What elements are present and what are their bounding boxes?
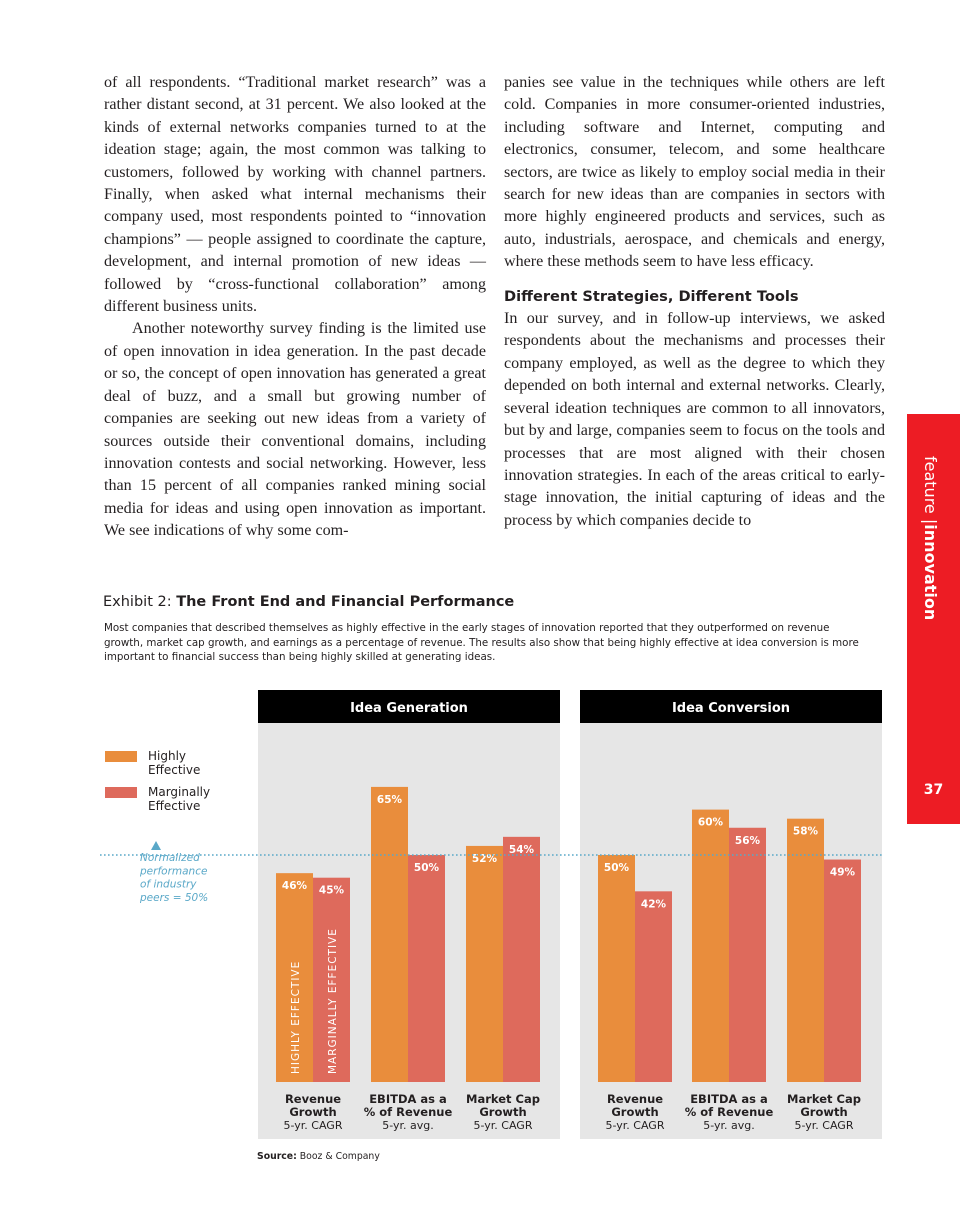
legend-swatch (105, 787, 137, 798)
section-name: feature (921, 456, 940, 514)
category-label: Market Cap (787, 1092, 861, 1106)
section-subheading: Different Strategies, Different Tools (504, 287, 799, 305)
legend-label: Effective (148, 763, 201, 777)
bar-marginally-effective (824, 860, 861, 1082)
bar-marginally-effective (729, 828, 766, 1082)
bar-highly-effective (371, 787, 408, 1082)
category-sublabel: 5-yr. CAGR (473, 1119, 533, 1132)
data-label: 52% (471, 852, 498, 865)
legend-label: Marginally (148, 785, 211, 799)
category-label: EBITDA as a (690, 1092, 768, 1106)
bar-highly-effective (466, 846, 503, 1082)
paragraph: panies see value in the techniques while others are left cold. Companies in more consumer-oriented industries, including software and Internet, computing and electronics, consumer, telecom, and some healthcare sectors, are twice as likely to employ social media in their search for new ideas than are companies in sectors with more highly engineered products and services, such as auto, industrials, aerospace, and chemicals and energy, where these methods seem to have less efficacy. (504, 74, 885, 271)
reference-label: of industry (140, 878, 197, 891)
source-note (257, 1151, 380, 1162)
data-label: 45% (318, 884, 345, 897)
section-topic: innovation (921, 524, 940, 621)
category-label: Market Cap (466, 1092, 540, 1106)
legend-label: Highly (148, 749, 187, 763)
category-label: Growth (479, 1105, 527, 1119)
bar-highly-effective (787, 819, 824, 1082)
data-label: 56% (734, 834, 761, 847)
paragraph: In our survey, and in follow-up interviews, we asked respondents about the mechanisms and processes their company employed, as well as the degree to which they depended on both internal and external networks. Clearly, several ideation techniques are common to all innovators, but by and large, companies seem to focus on the tools and processes that are most aligned with their chosen innovation strategies. In each of the areas critical to early-stage innovation, the initial capturing of ideas and the process by which companies decide to (504, 310, 885, 529)
bar-marginally-effective (635, 891, 672, 1082)
category-label: Revenue (284, 1092, 342, 1106)
reference-label: Normalized (140, 852, 200, 864)
bar-highly-effective (692, 810, 729, 1082)
bar-series-label: MARGINALLY EFFECTIVE (327, 928, 339, 1074)
bar-highly-effective (598, 855, 635, 1082)
data-label: 54% (508, 843, 535, 856)
data-label: 50% (603, 862, 630, 874)
exhibit-description: Most companies that described themselves as highly effective in the early stages of innovation reported that they outperformed on revenue growth, market cap growth, and earnings as a percentage of revenue. The results also show that being highly effective at idea conversion is more important to financial success than being highly skilled at generating ideas. (104, 622, 859, 664)
legend-swatch (105, 751, 137, 762)
data-label: 50% (413, 862, 440, 874)
paragraph: of all respondents. “Traditional market research” was a rather distant second, at 31 percent. We also looked at the kinds of external networks companies turned to at the ideation stage; again, the most common was talking to customers, followed by working with channel partners. Finally, when asked what internal mechanisms their company used, most respondents pointed to “innovation champions” — people assigned to coordinate the capture, development, and internal promotion of new ideas — followed by “cross-functional collaboration” among different business units. (104, 74, 486, 316)
exhibit-label: Exhibit 2: (103, 594, 172, 610)
category-label: Growth (611, 1105, 659, 1119)
exhibit-title-text: The Front End and Financial Performance (176, 594, 515, 610)
category-label: Growth (800, 1105, 848, 1119)
category-label: % of Revenue (363, 1105, 453, 1119)
section-separator: | (921, 518, 940, 525)
data-label: 65% (376, 793, 403, 806)
category-sublabel: 5-yr. CAGR (794, 1119, 854, 1132)
bar-marginally-effective (503, 837, 540, 1082)
page-number: 37 (923, 782, 944, 798)
category-label: % of Revenue (684, 1105, 774, 1119)
paragraph: Another noteworthy survey finding is the limited use of open innovation in idea generation. In the past decade or so, the concept of open innovation has generated a great deal of buzz, and a small but growing number of companies are seeking out new ideas from a variety of sources outside their conventional domains, including innovation contests and social networking. However, less than 15 percent of all companies ranked mining social media for ideas and using open innovation as important. We see indications of why some com- (104, 320, 486, 540)
category-label: Revenue (606, 1092, 664, 1106)
reference-marker-icon (151, 841, 161, 850)
source-label: Source: (257, 1151, 297, 1162)
category-label: Growth (289, 1105, 337, 1119)
data-label: 46% (281, 880, 308, 893)
category-sublabel: 5-yr. CAGR (605, 1119, 665, 1132)
data-label: 58% (792, 825, 819, 838)
chart-panel-title: Idea Conversion (671, 701, 791, 716)
data-label: 49% (829, 866, 856, 879)
reference-label: performance (140, 865, 208, 878)
source-text: Booz & Company (299, 1151, 380, 1162)
bar-marginally-effective (408, 855, 445, 1082)
reference-label: peers = 50% (140, 891, 209, 904)
chart-panel-title: Idea Generation (350, 701, 468, 716)
category-sublabel: 5-yr. CAGR (283, 1119, 343, 1132)
category-sublabel: 5-yr. avg. (703, 1119, 755, 1132)
bar-series-label: HIGHLY EFFECTIVE (290, 960, 302, 1074)
data-label: 60% (697, 816, 724, 829)
data-label: 42% (640, 898, 667, 911)
category-label: EBITDA as a (369, 1092, 447, 1106)
category-sublabel: 5-yr. avg. (382, 1119, 434, 1132)
legend-label: Effective (148, 799, 201, 813)
